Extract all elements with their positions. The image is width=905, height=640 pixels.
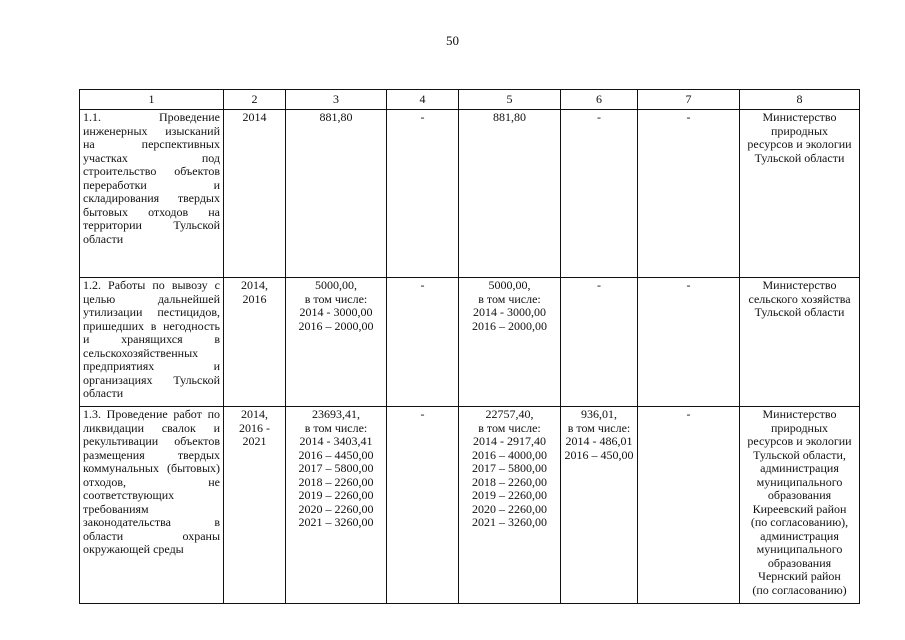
total-funding-cell: [286, 278, 387, 407]
executor-line: муниципального: [756, 542, 843, 556]
col7-cell: [638, 110, 740, 278]
years-line: 2021: [242, 434, 267, 448]
executor-line: (по согласованию): [752, 582, 847, 597]
executor-line: администрация: [760, 528, 839, 543]
executor-line: Тульской области: [754, 305, 845, 319]
total-line: 2016 – 2000,00: [298, 318, 374, 333]
executor-line: Чернский район: [758, 569, 841, 583]
total-line: 2016 – 4450,00: [298, 447, 374, 462]
activities-table: [79, 89, 860, 604]
col5-cell: [459, 110, 561, 278]
activity-name-cell: 1.2. Работы по вывозу с целью дальнейшей утилизации пестицидов, пришедших в негодность и хранящихся в сельскохозяйственных предприятиях и организациях Тульской области: [80, 278, 224, 407]
col6-cell: [561, 110, 638, 278]
col5-line: 2016 – 2000,00: [472, 318, 547, 333]
col6-line: -: [597, 110, 601, 124]
col4-line: -: [420, 278, 425, 292]
total-line: 881,80: [319, 110, 353, 124]
years-cell: [224, 110, 286, 278]
header-cell-7: 7: [638, 90, 740, 110]
executor-line: образования: [767, 555, 832, 570]
col5-line: 22757,40,: [485, 407, 534, 421]
col5-line: 2021 – 3260,00: [472, 515, 547, 529]
executor-line: Министерство: [762, 407, 837, 421]
col5-line: в том числе:: [478, 291, 541, 306]
col6-line: 2014 - 486,01: [565, 434, 633, 448]
total-line: 2019 – 2260,00: [298, 488, 374, 502]
col5-line: 2018 – 2260,00: [472, 474, 547, 489]
table-row: [80, 110, 860, 278]
executor-line: ресурсов и экологии: [747, 434, 852, 448]
col5-cell: [459, 407, 561, 604]
total-line: 2014 - 3403,41: [299, 434, 373, 448]
executor-line: Тульской области: [754, 150, 845, 165]
page-number: 50: [446, 33, 459, 48]
executor-line: администрация: [760, 461, 839, 475]
total-line: 2017 – 5800,00: [298, 461, 374, 475]
years-line: 2014,: [241, 407, 268, 421]
header-cell-3: 3: [286, 90, 387, 110]
col5-line: 2014 - 2917,40: [473, 434, 546, 448]
executor-cell: [740, 278, 860, 407]
table-row: [80, 278, 860, 407]
header-cell-6: 6: [561, 90, 638, 110]
executor-line: Министерство: [762, 110, 837, 124]
col4-line: -: [420, 110, 425, 124]
col5-line: 5000,00,: [488, 278, 531, 292]
col5-line: 2019 – 2260,00: [472, 488, 547, 502]
total-line: в том числе:: [304, 291, 368, 306]
executor-line: Тульской области,: [753, 447, 846, 462]
col4-cell: [387, 110, 459, 278]
executor-line: (по согласованию),: [750, 515, 849, 529]
col4-cell: [387, 407, 459, 604]
total-line: 2020 – 2260,00: [298, 501, 374, 516]
col6-line: -: [597, 278, 601, 292]
executor-line: ресурсов и экологии: [747, 137, 852, 151]
header-cell-1: 1: [80, 90, 224, 110]
col5-line: 881,80: [493, 110, 526, 124]
col5-line: 2017 – 5800,00: [472, 461, 547, 475]
years-cell: [224, 278, 286, 407]
total-line: 5000,00,: [315, 278, 357, 292]
col5-line: 2014 - 3000,00: [473, 305, 546, 319]
executor-line: природных: [770, 420, 829, 435]
total-funding-cell: [286, 110, 387, 278]
total-line: 2014 - 3000,00: [299, 305, 373, 319]
col5-cell: [459, 278, 561, 407]
executor-line: Министерство: [762, 278, 837, 292]
total-line: 23693,41,: [312, 407, 360, 421]
col5-line: 2016 – 4000,00: [472, 447, 547, 462]
years-line: 2016 -: [239, 420, 270, 435]
years-cell: [224, 407, 286, 604]
col6-cell: [561, 278, 638, 407]
col7-cell: [638, 407, 740, 604]
executor-line: муниципального: [756, 474, 843, 489]
col6-line: 2016 – 450,00: [564, 447, 634, 462]
header-cell-8: 8: [740, 90, 860, 110]
col4-cell: [387, 278, 459, 407]
executor-cell: [740, 110, 860, 278]
years-line: 2016: [242, 291, 267, 306]
total-funding-cell: [286, 407, 387, 604]
table-row: [80, 407, 860, 604]
executor-line: образования: [767, 488, 832, 502]
years-line: 2014,: [241, 278, 268, 292]
executor-line: природных: [770, 123, 829, 138]
col4-line: -: [420, 407, 425, 421]
table-header-row: [80, 90, 860, 110]
total-line: 2018 – 2260,00: [298, 474, 374, 489]
col7-cell: [638, 278, 740, 407]
col7-line: -: [686, 407, 691, 421]
executor-cell: [740, 407, 860, 604]
col5-line: 2020 – 2260,00: [472, 501, 547, 516]
executor-line: Киреевский район: [752, 501, 847, 516]
activity-name-cell: 1.1. Проведение инженерных изысканий на перспективных участках под строительство объектов переработки и складирования твердых бытовых отходов на территории Тульской области: [80, 110, 224, 278]
header-cell-5: 5: [459, 90, 561, 110]
col7-line: -: [686, 110, 691, 124]
header-cell-2: 2: [224, 90, 286, 110]
years-line: 2014: [242, 110, 267, 124]
executor-line: сельского хозяйства: [748, 291, 851, 306]
total-line: 2021 – 3260,00: [298, 515, 374, 529]
activity-name-cell: 1.3. Проведение работ по ликвидации свалок и рекультивации объектов размещения твердых коммунальных (бытовых) отходов, не соответствующих требованиям законодательства в области охраны окружающей среды: [80, 407, 224, 604]
col6-cell: [561, 407, 638, 604]
col7-line: -: [686, 278, 691, 292]
total-line: в том числе:: [304, 420, 368, 435]
col5-line: в том числе:: [478, 420, 541, 435]
header-cell-4: 4: [387, 90, 459, 110]
col6-line: 936,01,: [581, 407, 617, 421]
col6-line: в том числе:: [567, 420, 631, 435]
